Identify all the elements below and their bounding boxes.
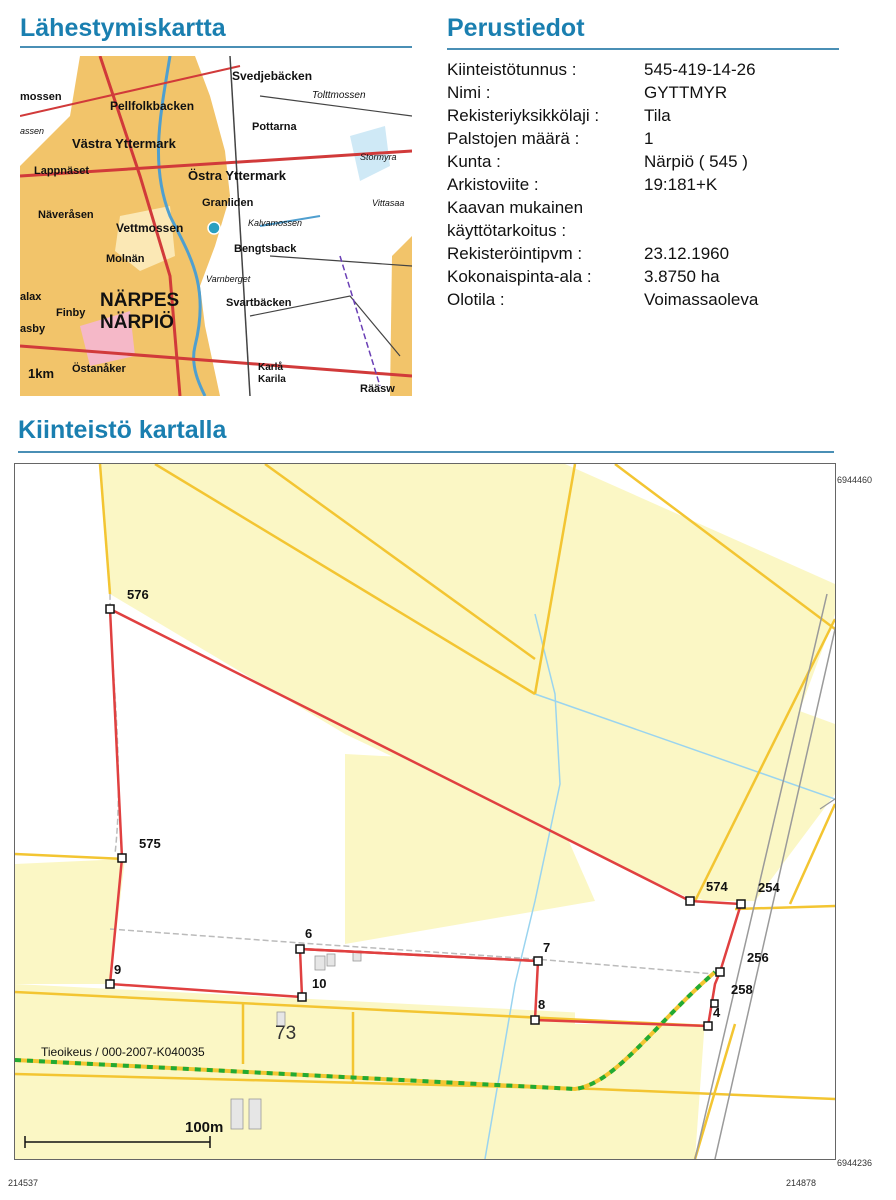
property-map-title: Kiinteistö kartalla <box>18 416 227 444</box>
info-label: Kaavan mukainen käyttötarkoitus : <box>447 198 584 240</box>
place-label: Lappnäset <box>34 165 90 177</box>
place-label: Tolttmossen <box>312 90 366 101</box>
point-label: 8 <box>538 997 546 1012</box>
info-row-kiinteistotunnus <box>447 58 847 81</box>
point-marker[interactable] <box>531 1016 539 1024</box>
place-label: Svedjebäcken <box>232 69 313 83</box>
info-value: 545-419-14-26 <box>644 60 756 79</box>
info-label: Arkistoviite : <box>447 175 539 194</box>
basic-info-title: Perustiedot <box>447 14 585 42</box>
info-row-rekisteriyksikkolaji <box>447 104 847 127</box>
place-label: Östra Yttermark <box>188 168 287 183</box>
info-value: 1 <box>644 129 654 148</box>
basic-info-table <box>447 58 847 311</box>
info-value: 3.8750 ha <box>644 267 720 286</box>
info-label: Olotila : <box>447 290 505 309</box>
coordinate-top-right: 6944460 <box>837 475 873 485</box>
point-label: 574 <box>706 879 728 894</box>
place-label: Finby <box>56 307 86 319</box>
info-label: Kiinteistötunnus : <box>447 60 577 79</box>
point-marker[interactable] <box>298 993 306 1001</box>
property-map[interactable] <box>14 463 836 1160</box>
building <box>249 1099 261 1129</box>
building <box>231 1099 243 1129</box>
place-label: Kalvamossen <box>248 218 303 228</box>
field-area-west <box>15 859 125 984</box>
scale-label: 100m <box>185 1119 224 1136</box>
overview-map-title: Lähestymiskartta <box>20 14 226 42</box>
easement-label: Tieoikeus / 000-2007-K040035 <box>41 1045 205 1059</box>
town-label-narpio: NÄRPIÖ <box>100 312 174 333</box>
place-label: Stormyra <box>360 152 397 162</box>
building <box>327 954 335 966</box>
point-label: 9 <box>114 962 122 977</box>
info-row-kunta <box>447 150 847 173</box>
info-row-palstojen-maara <box>447 127 847 150</box>
place-label: assen <box>20 126 45 136</box>
point-label: 254 <box>758 880 780 895</box>
info-value: Närpiö ( 545 ) <box>644 152 748 171</box>
info-label: Rekisteröintipvm : <box>447 244 583 263</box>
overview-urban-east <box>390 236 412 396</box>
point-marker[interactable] <box>118 854 126 862</box>
place-label: Vettmossen <box>116 221 184 235</box>
coordinate-bottom-right: 6944236 <box>837 1158 873 1168</box>
info-row-kokonaispinta-ala <box>447 265 847 288</box>
point-label: 575 <box>139 836 161 851</box>
point-label: 258 <box>731 982 753 997</box>
info-label: Kunta : <box>447 152 501 171</box>
point-label: 256 <box>747 950 769 965</box>
point-marker[interactable] <box>704 1022 712 1030</box>
place-label: Karila <box>258 374 286 385</box>
point-label: 576 <box>127 587 149 602</box>
point-marker[interactable] <box>296 945 304 953</box>
basic-info-title-rule <box>447 48 839 50</box>
info-value: Tila <box>644 106 671 125</box>
info-label: Rekisteriyksikkölaji : <box>447 106 600 125</box>
info-label: Nimi : <box>447 83 491 102</box>
point-marker[interactable] <box>106 980 114 988</box>
info-label: Palstojen määrä : <box>447 129 580 148</box>
building-number: 73 <box>275 1023 297 1044</box>
place-label: Västra Yttermark <box>72 136 176 151</box>
place-label: Näveråsen <box>38 209 94 221</box>
place-label: alax <box>20 291 42 303</box>
place-label: Karlå <box>258 362 284 373</box>
point-label: 7 <box>543 940 551 955</box>
info-value: 23.12.1960 <box>644 244 730 263</box>
place-label: Rääsw <box>360 383 395 395</box>
place-label: Vittasaa <box>372 198 405 208</box>
info-row-arkistoviite <box>447 173 847 196</box>
place-label: Östanåker <box>72 363 126 375</box>
overview-map-svg <box>20 56 412 396</box>
point-marker[interactable] <box>686 897 694 905</box>
coordinate-bottom-left: 214537 <box>8 1178 39 1188</box>
point-label: 4 <box>713 1005 721 1020</box>
overview-scale-label: 1km <box>28 366 55 381</box>
info-row-kaavan-kayttotarkoitus <box>447 196 847 242</box>
place-label: Bengtsback <box>234 243 297 255</box>
place-label: Svartbäcken <box>226 297 292 309</box>
property-map-title-rule <box>18 451 834 453</box>
info-row-rekisterointipvm <box>447 242 847 265</box>
point-label: 6 <box>305 926 313 941</box>
point-marker[interactable] <box>534 957 542 965</box>
info-value: 19:181+K <box>644 175 718 194</box>
info-value: GYTTMYR <box>644 83 728 102</box>
point-marker[interactable] <box>716 968 724 976</box>
place-label: Pellfolkbacken <box>110 99 195 113</box>
place-label: mossen <box>20 91 62 103</box>
point-label: 10 <box>312 976 327 991</box>
info-label: Kokonaispinta-ala : <box>447 267 592 286</box>
point-marker[interactable] <box>737 900 745 908</box>
coordinate-bottom-x: 214878 <box>786 1178 817 1188</box>
overview-map[interactable] <box>20 56 412 396</box>
place-label: Varnberget <box>206 274 251 284</box>
town-label-narpes: NÄRPES <box>100 290 180 311</box>
property-location-marker[interactable] <box>208 222 220 234</box>
place-label: Pottarna <box>252 121 297 133</box>
place-label: Granliden <box>202 197 254 209</box>
place-label: Molnän <box>106 253 145 265</box>
info-row-olotila <box>447 288 847 311</box>
point-marker[interactable] <box>106 605 114 613</box>
info-value: Voimassaoleva <box>644 290 759 309</box>
overview-title-rule <box>20 46 412 48</box>
property-map-svg <box>15 464 835 1159</box>
info-row-nimi <box>447 81 847 104</box>
place-label: asby <box>20 323 46 335</box>
building <box>315 956 325 970</box>
